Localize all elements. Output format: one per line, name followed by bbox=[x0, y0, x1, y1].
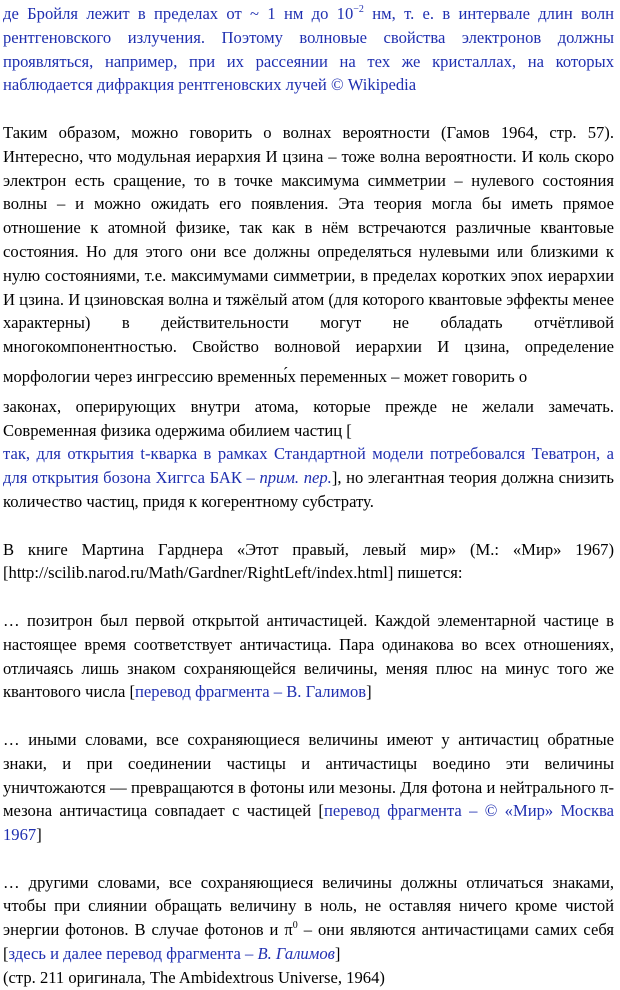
text: ] bbox=[36, 825, 42, 845]
translation-credit: перевод фрагмента – © «Мир» Москва 1967 bbox=[3, 801, 614, 845]
text: … другими словами, все сохраняющиеся величины должны отличаться знаками, чтобы при слиянии обращать величину в ноль, не оставляя ничего кроме чистой энергии фотонов. В случае фотонов и π bbox=[3, 872, 614, 940]
text: ] bbox=[334, 944, 341, 964]
translator-name: В. Галимов bbox=[257, 944, 335, 964]
text: – они являются античастицами самих себя [ bbox=[3, 920, 614, 964]
text: Таким образом, можно говорить о волнах вероятности (Гамов 1964, стр. 57). Интересно, что модульная иерархия И цзина – тоже волна вероятности. И коль скоро электрон есть сращение, то в точке максимума симметрии – нулевого состояния волны – и можно ожидать его появления. Эта теория могла бы иметь прямое отношение к атомной физике, так как в нём встречаются различные квантовые состояния. Но для этого они все должны определяться нулевыми или близкими к нулю состояниями, т.е. максимумами симметрии, в пределах коротких эпох иерархии И цзина. И цзиновская волна и тяжёлый атом (для которого квантовые эффекты менее характерны) в действительности могут не обладать отчётливой многокомпонентностью. Свойство волновой иерархии И цзина, определение bbox=[3, 122, 614, 357]
paragraph-photons bbox=[3, 871, 614, 990]
text: ], но элегантная теория должна снизить количество частиц, придя к когерентному субстрату. bbox=[3, 468, 615, 511]
text: … иными словами, все сохраняющиеся величины имеют у античастиц обратные знаки, и при соединении частицы и античастицы воедино эти величины уничтожаются — превращаются в фотоны или мезоны. Для фотона и нейтрального π-мезона античастица совпадает с частицей [ bbox=[3, 729, 614, 821]
text: морфологии через ингрессию временны́х переменных – может говорить о bbox=[3, 366, 528, 386]
text: … позитрон был первой открытой античастицей. Каждой элементарной частице в настоящее время соответствует античастица. Пара одинакова во всех отношениях, отличаясь лишь знаком сохраняющейся величины, меняя плюс на минус того же квантового числа [ bbox=[3, 610, 614, 702]
paragraph-quote-wikipedia bbox=[3, 2, 614, 97]
text: В книге Мартина Гарднера «Этот правый, левый мир» (М.: «Мир» 1967) [ bbox=[3, 539, 614, 583]
paragraph-conserved-quantities bbox=[3, 728, 614, 847]
text: де Бройля лежит в пределах от ~ 1 нм до 10 bbox=[3, 4, 354, 23]
text: законах, оперирующих внутри атома, которые прежде не желали замечать. Современная физика одержима обилием частиц [ bbox=[3, 396, 614, 440]
text: нм, т. е. в интервале длин волн рентгеновского излучения. Поэтому волновые свойства электронов должны проявляться, например, при их рассеянии на тех же кристаллах, на которых наблюдается дифракция рентгеновских лучей © Wikipedia bbox=[3, 4, 614, 95]
translation-credit: здесь и далее перевод фрагмента – bbox=[8, 944, 258, 964]
translator-note: так, для открытия t-кварка в рамках Стандартной модели потребовался Теватрон, а для открытия бозона Хиггса БАК – bbox=[3, 444, 614, 488]
source-link[interactable]: http://scilib.narod.ru/Math/Gardner/RightLeft/index.html bbox=[8, 563, 388, 583]
paragraph-positron-quote bbox=[3, 609, 614, 704]
paragraph-probability-waves bbox=[3, 121, 614, 514]
paragraph-gardner-book bbox=[3, 538, 614, 586]
superscript: 0 bbox=[292, 920, 298, 932]
source-reference: (стр. 211 оригинала, The Ambidextrous Universe, 1964) bbox=[3, 967, 385, 987]
translation-credit: перевод фрагмента – В. Галимов bbox=[135, 682, 367, 702]
text: ] bbox=[366, 682, 372, 702]
text: ] пишется: bbox=[387, 563, 463, 583]
translator-note-italic: прим. пер. bbox=[259, 468, 332, 488]
superscript: −2 bbox=[353, 4, 364, 15]
